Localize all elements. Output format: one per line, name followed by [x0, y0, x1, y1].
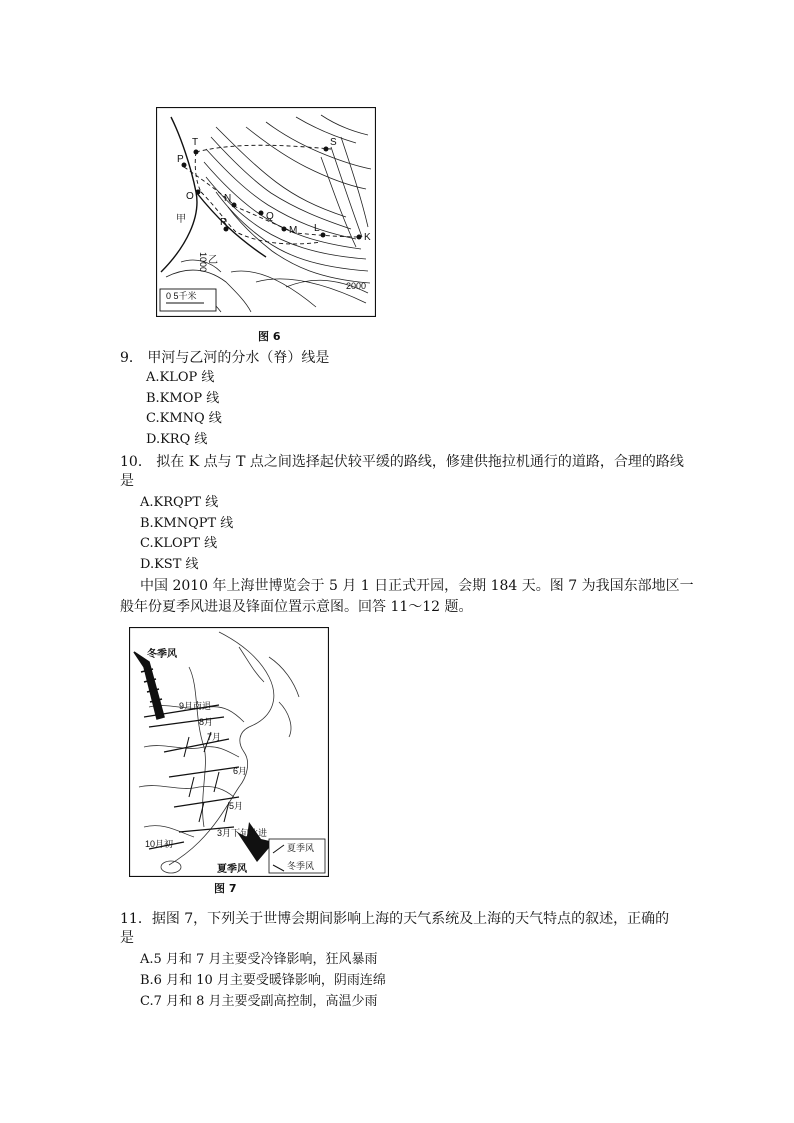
contour-label-2000: 2000: [346, 281, 367, 291]
point-label-s: S: [330, 137, 337, 148]
question-10-option-c: C.KLOPT 线: [140, 536, 218, 551]
month-label-jun: 6月: [233, 766, 248, 776]
question-11-stem-line2: 是: [120, 930, 134, 946]
point-label-m: M: [289, 225, 298, 236]
question-10-stem-line2: 是: [120, 473, 134, 489]
legend-summer: 夏季风: [287, 843, 315, 853]
question-9-option-c: C.KMNQ 线: [146, 411, 222, 426]
question-9-option-a: A.KLOP 线: [146, 370, 215, 385]
month-label-mar: 3月下旬北进: [217, 828, 268, 838]
question-10-option-a: A.KRQPT 线: [140, 495, 219, 510]
point-label-t: T: [192, 137, 199, 148]
intro-line1: 中国 2010 年上海世博览会于 5 月 1 日正式开园，会期 184 天。图 7 为我国东部地区一: [140, 578, 694, 594]
month-label-may: 5月: [229, 801, 244, 811]
point-label-r: R: [220, 217, 228, 228]
point-label-n: N: [224, 193, 232, 204]
summer-monsoon-label: 夏季风: [217, 864, 247, 875]
winter-monsoon-label: 冬季风: [147, 649, 177, 660]
figure-6-caption: 图 6: [258, 330, 281, 343]
point-label-l: L: [314, 223, 320, 234]
point-label-q: Q: [266, 211, 274, 222]
question-11-option-c: C.7 月和 8 月主要受副高控制，高温少雨: [140, 994, 378, 1009]
figure-7-caption: 图 7: [214, 882, 237, 895]
question-10-option-d: D.KST 线: [140, 557, 199, 572]
figure-7-monsoon-map: [129, 627, 329, 877]
intro-line2: 般年份夏季风进退及锋面位置示意图。回答 11～12 题。: [120, 599, 473, 615]
question-9-stem: 9． 甲河与乙河的分水（脊）线是: [120, 350, 330, 366]
scale-bar-label: 0 5千米: [166, 291, 197, 301]
question-9-option-b: B.KMOP 线: [146, 391, 220, 406]
legend-winter: 冬季风: [287, 861, 315, 871]
figure-6-contour-map: [156, 107, 376, 317]
month-label-jul: 7月: [207, 732, 222, 742]
month-label-sep: 9月南退: [179, 701, 212, 711]
contour-label-1000: 1000: [198, 252, 208, 273]
point-label-p: P: [177, 154, 184, 165]
question-11-option-b: B.6 月和 10 月主要受暖锋影响，阴雨连绵: [140, 973, 386, 988]
monsoon-map-graphic: [129, 627, 329, 877]
contour-map-graphic: [156, 107, 376, 317]
point-label-k: K: [364, 232, 371, 243]
river-label-yi: 乙: [208, 255, 218, 266]
question-11-stem-line1: 11．据图 7，下列关于世博会期间影响上海的天气系统及上海的天气特点的叙述，正确的: [120, 911, 670, 927]
question-10-option-b: B.KMNQPT 线: [140, 516, 234, 531]
point-label-o-left: O: [186, 191, 194, 202]
question-9-option-d: D.KRQ 线: [146, 432, 208, 447]
month-label-aug: 8月: [199, 717, 214, 727]
river-label-jia: 甲: [176, 214, 186, 225]
question-11-option-a: A.5 月和 7 月主要受冷锋影响，狂风暴雨: [140, 952, 378, 967]
month-label-oct: 10月初: [145, 839, 174, 849]
question-10-stem-line1: 10． 拟在 K 点与 T 点之间选择起伏较平缓的路线，修建供拖拉机通行的道路，合理的路线: [120, 454, 684, 470]
